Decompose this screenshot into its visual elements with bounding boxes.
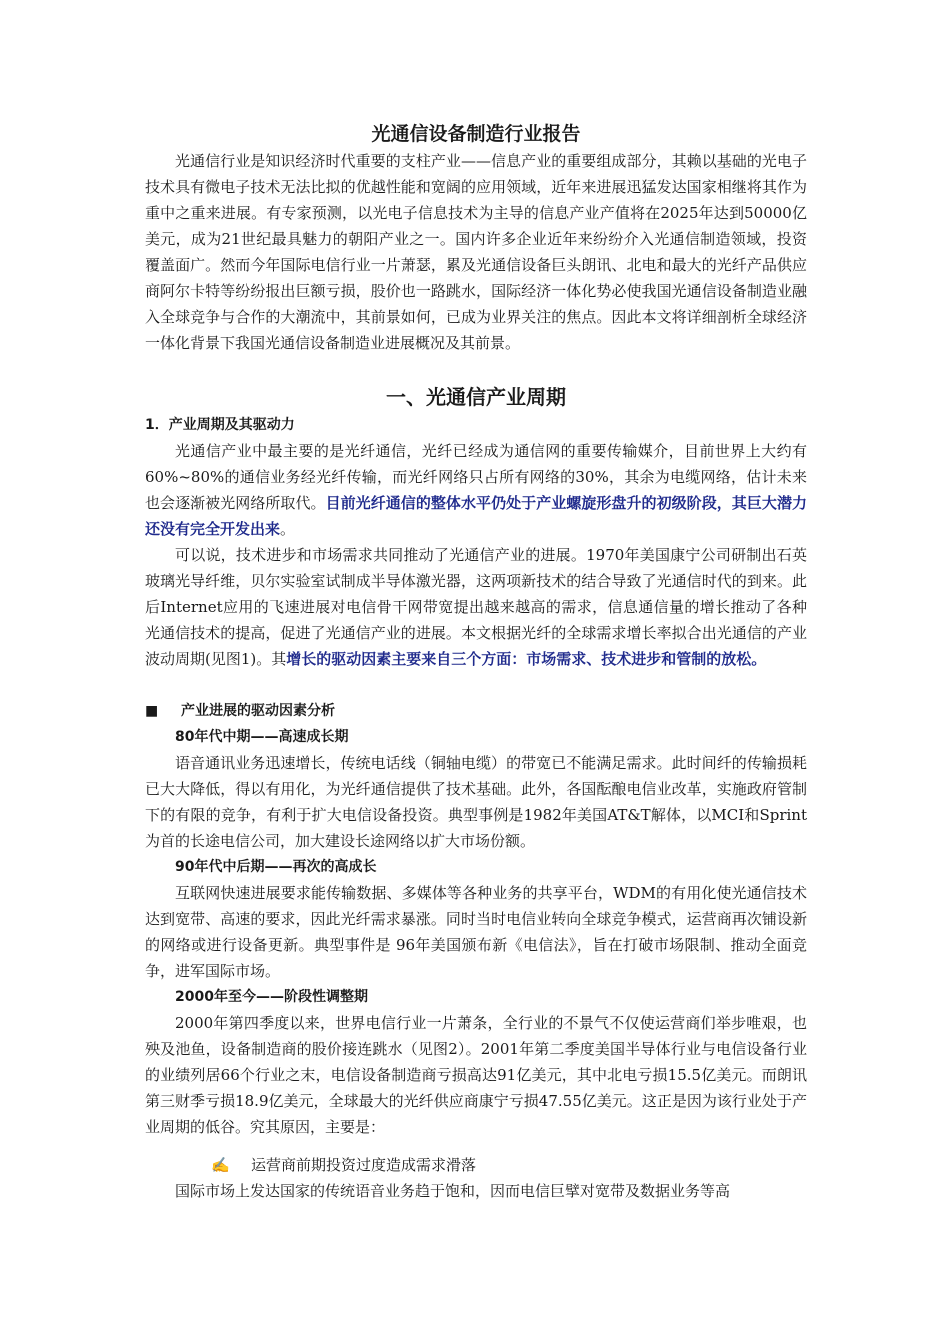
- document-page: [145, 120, 807, 1204]
- paragraph-text: 可以说，技术进步和市场需求共同推动了光通信产业的进展。1970年美国康宁公司研制出石英玻璃光导纤维，贝尔实验室试制成半导体激光器，这两项新技术的结合导致了光通信时代的到来。此后Internet应用的飞速进展对电信骨干网带宽提出越来越高的需求，信息通信量的增长推动了各种光通信技术的提高，促进了光通信产业的进展。本文根据光纤的全球需求增长率拟合出光通信的产业波动周期(见图1)。其: [145, 546, 807, 668]
- highlight-text: 增长的驱动因素主要来自三个方面：市场需求、技术进步和管制的放松。: [286, 650, 767, 668]
- section-heading-industry-cycle: 一、光通信产业周期: [386, 385, 566, 409]
- reason-item-overinvestment: [145, 1152, 807, 1178]
- highlight-text: 目前光纤通信的整体水平仍处于产业螺旋形盘升的初级阶段，其巨大潜力还没有完全开发出来: [145, 494, 807, 538]
- bullet-label: 产业进展的驱动因素分析: [181, 703, 335, 719]
- subsection-heading-cycle-drivers: 1．产业周期及其驱动力: [145, 417, 295, 433]
- phase-paragraph-90s: 互联网快速进展要求能传输数据、多媒体等各种业务的共享平台，WDM的有用化使光通信技术达到宽带、高速的要求，因此光纤需求暴涨。同时当时电信业转向全球竞争模式，运营商再次铺设新的网络或进行设备更新。典型事件是 96年美国颁布新《电信法》，旨在打破市场限制、推动全面竞争，进军国际市场。: [145, 884, 807, 980]
- phase-heading-2000s: 2000年至今——阶段性调整期: [175, 989, 368, 1005]
- reason-label: 运营商前期投资过度造成需求滑落: [251, 1156, 477, 1174]
- intro-paragraph: 光通信行业是知识经济时代重要的支柱产业——信息产业的重要组成部分，其赖以基础的光电子技术具有微电子技术无法比拟的优越性能和宽阔的应用领域，近年来进展迅猛发达国家相继将其作为重中之重来进展。有专家预测，以光电子信息技术为主导的信息产业产值将在2025年达到50000亿美元，成为21世纪最具魅力的朝阳产业之一。国内许多企业近年来纷纷介入光通信制造领域，投资覆盖面广。然而今年国际电信行业一片萧瑟，累及光通信设备巨头朗讯、北电和最大的光纤产品供应商阿尔卡特等纷纷报出巨额亏损，股价也一路跳水，国际经济一体化势必使我国光通信设备制造业融入全球竞争与合作的大潮流中，其前景如何，已成为业界关注的焦点。因此本文将详细剖析全球经济一体化背景下我国光通信设备制造业进展概况及其前景。: [145, 152, 807, 352]
- paragraph-end: 。: [280, 520, 296, 538]
- phase-heading-90s: 90年代中后期——再次的高成长: [175, 859, 377, 875]
- writing-hand-icon: ✍: [211, 1156, 230, 1174]
- square-bullet-icon: ■: [145, 703, 159, 719]
- paragraph-fiber-share: [145, 438, 807, 542]
- paragraph-text: 光通信产业中最主要的是光纤通信，光纤已经成为通信网的重要传输媒介，目前世界上大约有60%~80%的通信业务经光纤传输，而光纤网络只占所有网络的30%，其余为电缆网络，估计未来也会逐渐被光网络所取代。: [145, 442, 807, 512]
- phase-paragraph-80s: 语音通讯业务迅速增长，传统电话线（铜轴电缆）的带宽已不能满足需求。此时间纤的传输损耗已大大降低，得以有用化，为光纤通信提供了技术基础。此外，各国酝酿电信业改革，实施政府管制下的有限的竞争，有利于扩大电信设备投资。典型事例是1982年美国AT&T解体，以MCI和Sprint为首的长途电信公司，加大建设长途网络以扩大市场份额。: [145, 754, 807, 850]
- phase-paragraph-2000s: 2000年第四季度以来，世界电信行业一片萧条，全行业的不景气不仅使运营商们举步唯艰，也殃及池鱼，设备制造商的股价接连跳水（见图2）。2001年第二季度美国半导体行业与电信设备行业的业绩列居66个行业之末，电信设备制造商亏损高达91亿美元，其中北电亏损15.5亿美元。而朗讯第三财季亏损18.9亿美元，全球最大的光纤供应商康宁亏损47.55亿美元。这正是因为该行业处于产业周期的低谷。究其原因，主要是：: [145, 1014, 807, 1136]
- report-title: 光通信设备制造行业报告: [371, 123, 581, 145]
- bullet-item-driver-analysis: [145, 698, 807, 724]
- paragraph-tech-market: [145, 542, 807, 672]
- phase-heading-80s: 80年代中期——高速成长期: [175, 729, 349, 745]
- reason-paragraph: 国际市场上发达国家的传统语音业务趋于饱和，因而电信巨擘对宽带及数据业务等高: [175, 1182, 731, 1200]
